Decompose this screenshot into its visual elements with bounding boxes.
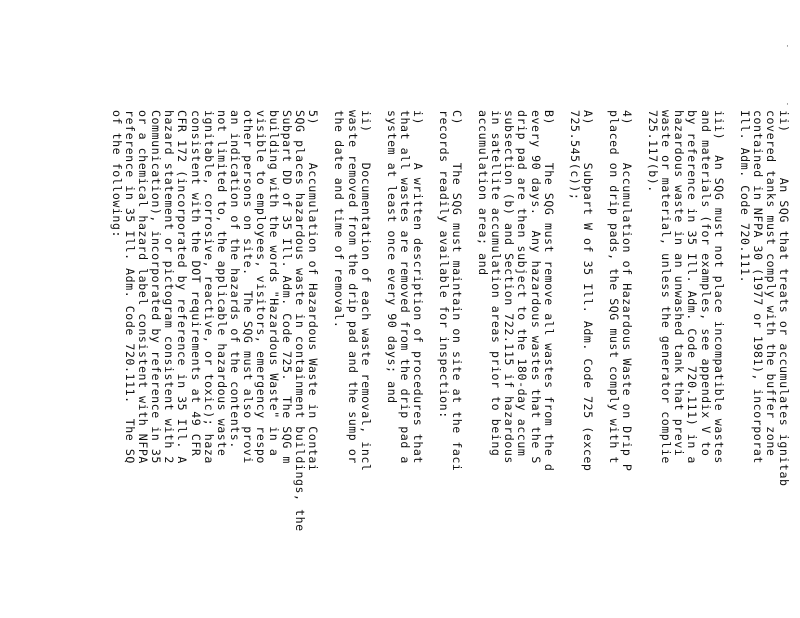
text-line: SQG places hazardous waste in containment buildings, the <box>293 110 308 532</box>
text-line: system at least once every 90 days; and <box>384 110 399 404</box>
scan-speck: · <box>786 42 789 52</box>
text-line: that all wastes are removed from the drip pad a <box>397 110 412 464</box>
text-line: ii) An SQG that treats or accumulates ignitab <box>777 110 791 487</box>
text-line: covered tanks must comply with the buffer zone <box>763 110 778 457</box>
text-line: Ill. Adm. Code 720.111. <box>737 110 752 284</box>
text-line: ignitable, corrosive, reactive, or toxic); haza <box>201 110 216 464</box>
text-line: of the following: <box>109 110 124 239</box>
text-line: placed on drip pads, the SQG must comply with t <box>606 110 621 464</box>
paragraph-item-4A <box>568 110 594 618</box>
text-line: A) Subpart W of 35 Ill. Adm. Code 725 (excep <box>580 110 595 472</box>
paragraph-iii-empty-tank <box>738 110 790 618</box>
text-line: waste or material, unless the generator complie <box>659 110 674 464</box>
text-line: Subpart DD of 35 Ill. Adm. Code 725. The SQG m <box>280 110 295 464</box>
text-line: Communication), incorporated by reference in 35 <box>149 110 164 464</box>
paragraph-item-4Cii <box>332 110 371 618</box>
paragraph-item-4 <box>607 110 633 618</box>
text-line: building with the words "Hazardous Waste" in a <box>267 110 282 457</box>
text-line: iii) An SQG must not place incompatible wastes <box>711 110 726 464</box>
paragraph-item-4Ci <box>385 110 424 618</box>
text-line: ii) Documentation of each waste removal, incl <box>358 110 373 472</box>
text-line: not limited to, the applicable hazardous waste <box>214 110 229 457</box>
rotated-text-block <box>97 110 790 618</box>
text-line: hazardous waste in an unwashed tank that previ <box>672 110 687 457</box>
scan-speck: · <box>786 100 789 110</box>
text-line: drip pad are then subject to the 180-day accum <box>515 110 530 457</box>
text-line: contained in NFPA 30 (1977 or 1981), incorporat <box>750 110 765 464</box>
text-line: CFR 172 (incorporated by reference in 35 Ill. A <box>175 110 190 464</box>
paragraph-item-4C <box>437 110 463 618</box>
text-line: visible to employees, visitors, emergency respo <box>254 110 268 464</box>
text-line: records readily available for inspection: <box>437 110 452 419</box>
text-line: accumulation area; and <box>476 110 491 276</box>
text-line: B) The SQG must remove all wastes from the d <box>541 110 556 472</box>
text-line: waste removed from the drip pad and the sump or <box>345 110 360 464</box>
text-line: i) A written description of procedures that <box>410 110 425 464</box>
paragraph-item-4B <box>476 110 555 618</box>
text-line: and materials (for examples, see appendix V to <box>698 110 713 457</box>
text-line: 725.545(c)); <box>567 110 582 201</box>
text-line: or a chemical hazard label consistent with NFPA <box>136 110 151 464</box>
text-line: by reference in 35 Ill. Adm. Code 720.111) in a <box>685 110 700 464</box>
text-line: other persons on site. The SQG must also provi <box>240 110 255 464</box>
text-line: 4) Accumulation of Hazardous Waste on Drip P <box>620 110 635 472</box>
text-line: 5) Accumulation of Hazardous Waste in Contai <box>306 110 321 472</box>
paragraph-iii-incompatible <box>646 110 725 618</box>
text-line: subsection (b) and Section 722.115 if hazardous <box>502 110 517 464</box>
text-line: C) The SQG must maintain on site at the faci <box>450 110 465 472</box>
text-line: consistent with the DOT requirements at 49 CFR <box>188 110 203 457</box>
text-line: in satellite accumulation areas prior to being <box>489 110 504 457</box>
text-line: reference in 35 Ill. Adm. Code 720.111. The SQ <box>123 110 138 464</box>
text-line: every 90 days. Any hazardous wastes that the S <box>528 110 543 464</box>
paragraph-item-5 <box>110 110 320 618</box>
text-line: an indication of the hazards of the contents. <box>227 110 242 449</box>
text-line: the date and time of removal. <box>332 110 347 329</box>
text-line: hazard statement or pictogram consistent with 2 <box>162 110 177 464</box>
text-line: 725.117(b). <box>646 110 661 193</box>
